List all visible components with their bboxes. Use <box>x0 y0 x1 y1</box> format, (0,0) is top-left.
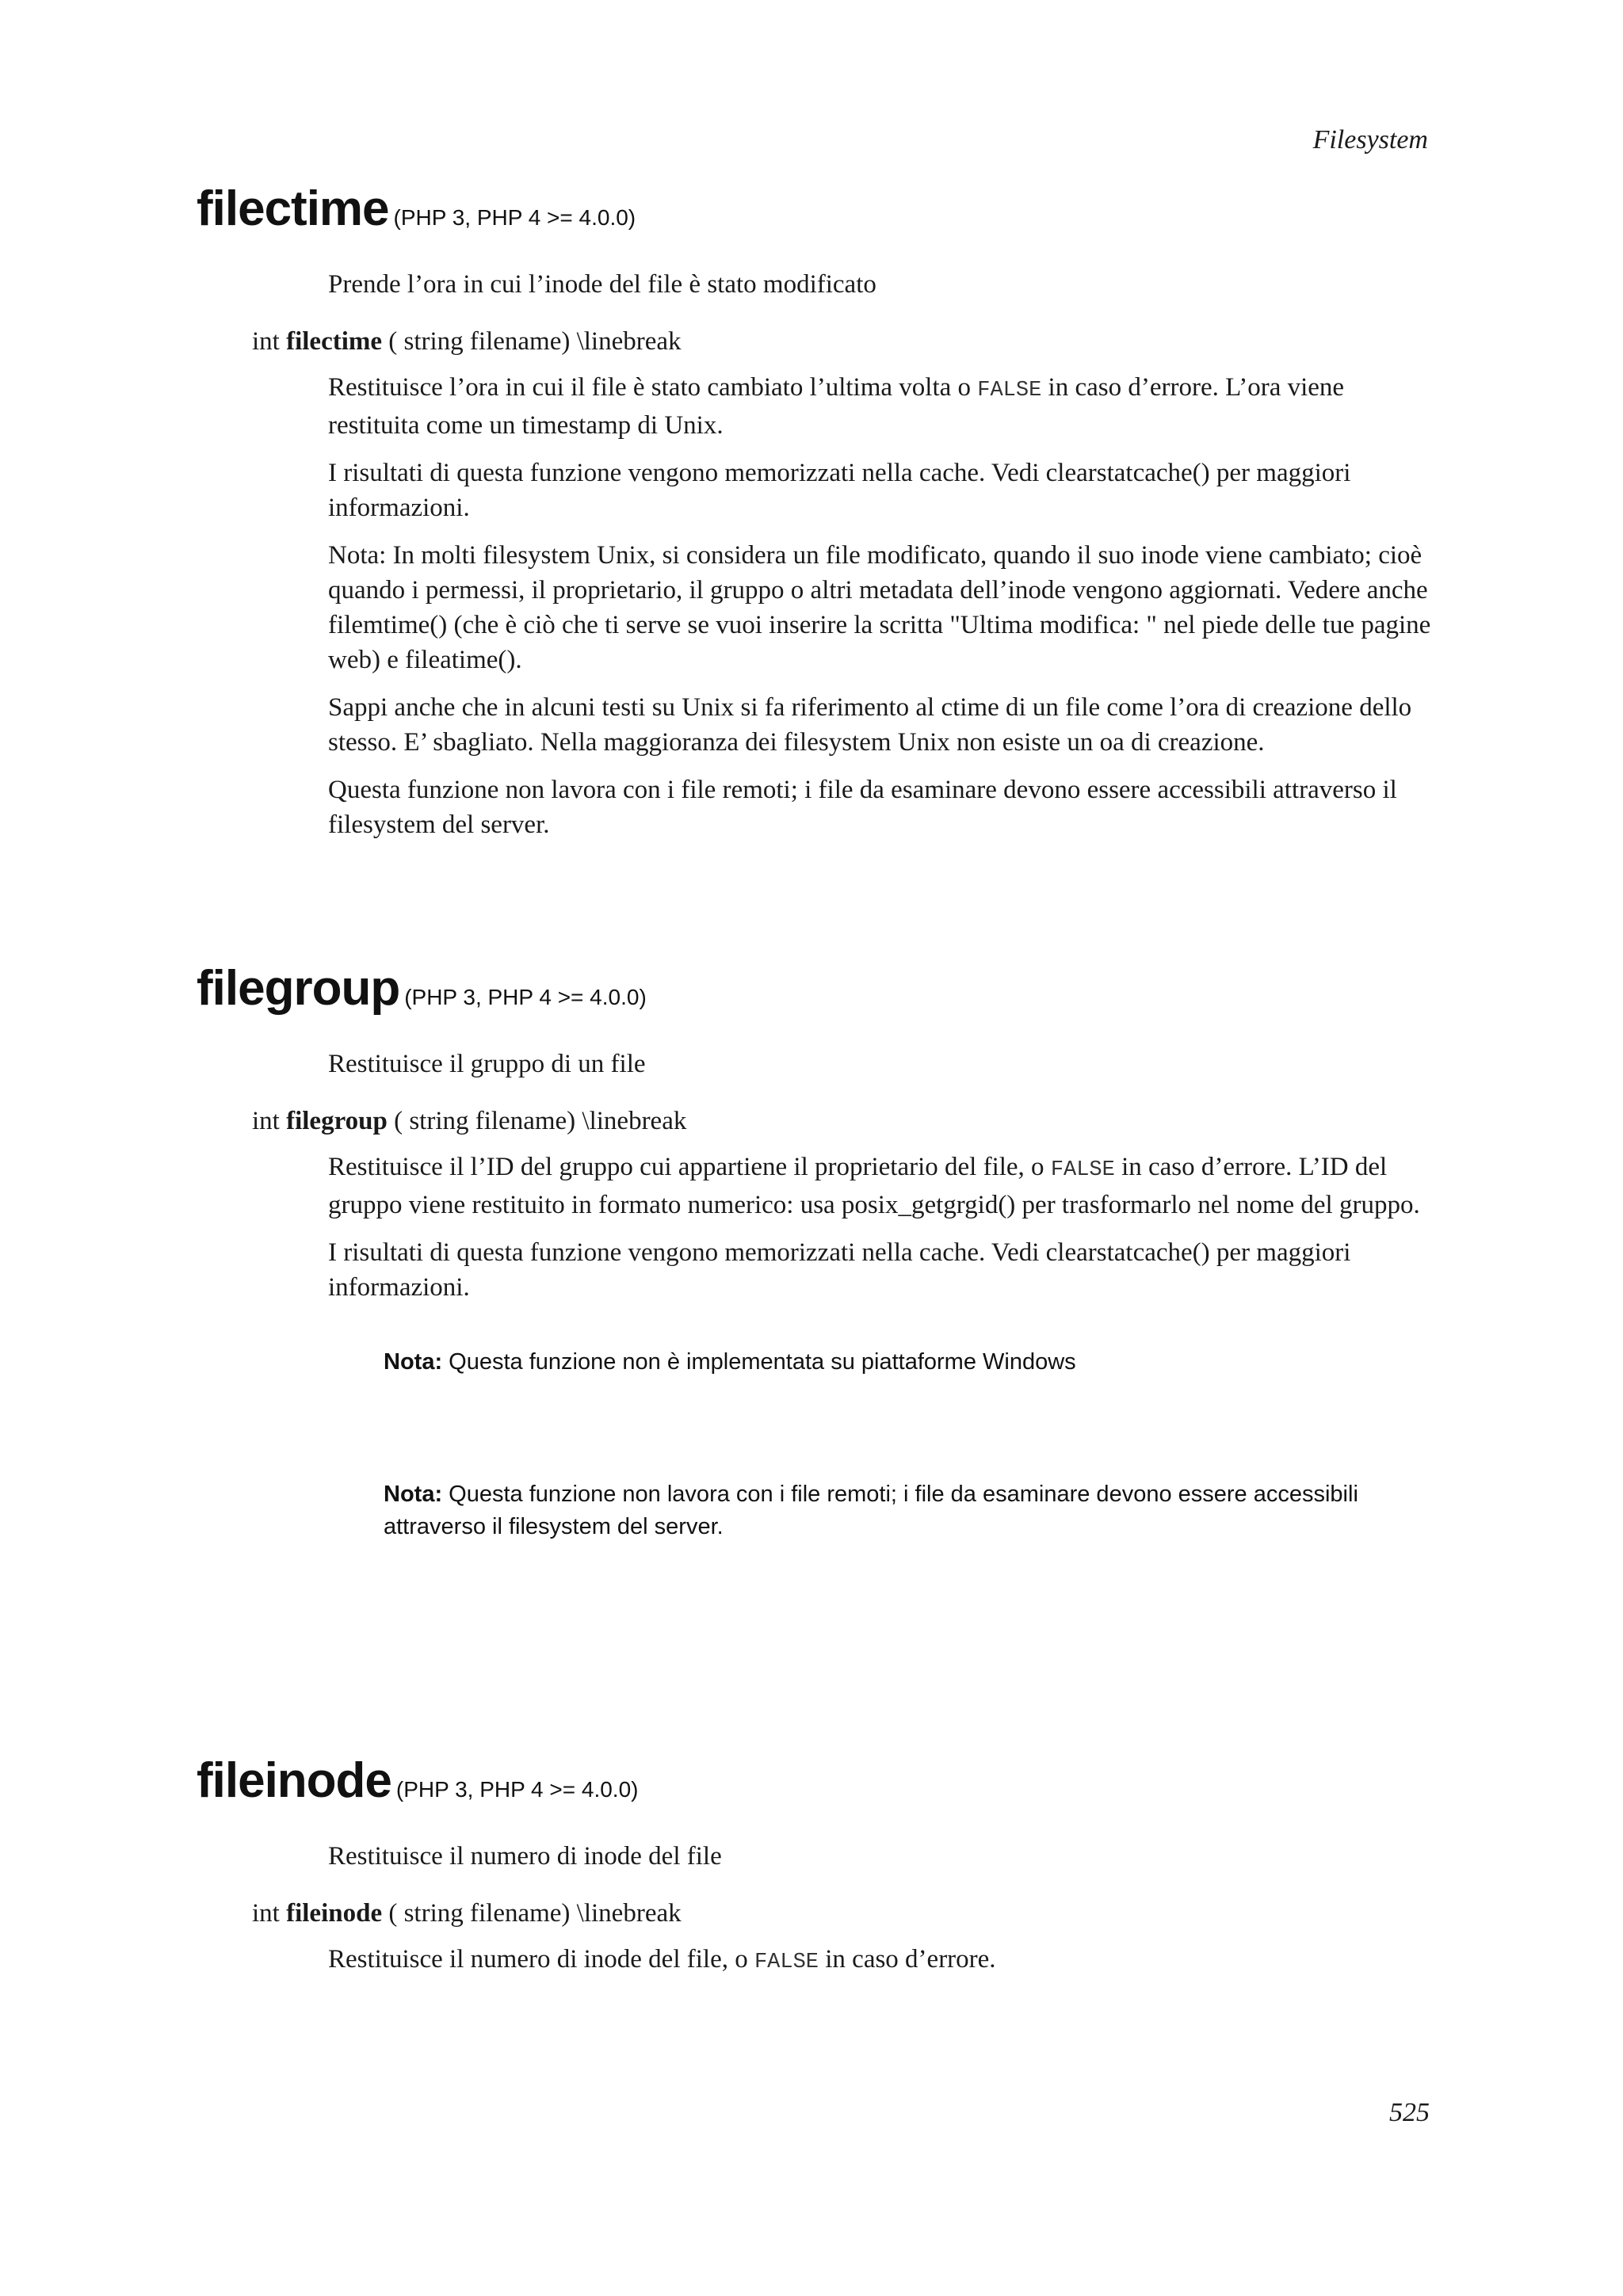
synopsis-return-type: int <box>252 1899 280 1928</box>
function-purpose: Prende l’ora in cui l’inode del file è stato modificato <box>328 270 876 299</box>
function-version: (PHP 3, PHP 4 >= 4.0.0) <box>393 205 636 230</box>
description-paragraph <box>328 1942 1433 1980</box>
function-synopsis <box>252 1896 1433 1931</box>
synopsis-params: ( string filename) \linebreak <box>388 1899 682 1928</box>
note-text: Questa funzione non è implementata su piattaforme Windows <box>442 1349 1076 1375</box>
note-label: Nota: <box>384 1482 443 1507</box>
synopsis-function-name: fileinode <box>286 1899 383 1928</box>
description-paragraph <box>328 1150 1433 1222</box>
description-paragraph: I risultati di questa funzione vengono memorizzati nella cache. Vedi clearstatcache() per maggiori informazioni. <box>328 459 1351 522</box>
function-version: (PHP 3, PHP 4 >= 4.0.0) <box>395 1777 639 1802</box>
false-constant: FALSE <box>1050 1158 1115 1182</box>
function-version: (PHP 3, PHP 4 >= 4.0.0) <box>404 985 647 1009</box>
paragraph-text: Restituisce l’ora in cui il file è stato cambiato l’ultima volta o <box>328 373 978 402</box>
paragraph-text: Restituisce il numero di inode del file, o <box>328 1945 754 1974</box>
function-heading <box>197 181 1433 237</box>
function-entry-filectime <box>197 181 1433 842</box>
paragraph-text: in caso d’errore. <box>819 1945 996 1974</box>
synopsis-params: ( string filename) \linebreak <box>388 327 682 356</box>
paragraph-text: in caso d’errore. L’ora viene restituita come un timestamp di Unix. <box>328 373 1345 440</box>
function-synopsis <box>252 1104 1433 1138</box>
synopsis-return-type: int <box>252 327 280 356</box>
function-heading <box>197 960 1433 1016</box>
page-number: 525 <box>1389 2098 1430 2127</box>
paragraph-text: in caso d’errore. L’ID del gruppo viene restituito in formato numerico: usa posix_getgrgid() per trasformarlo nel nome del gruppo. <box>328 1153 1420 1219</box>
synopsis-function-name: filectime <box>286 327 383 356</box>
description-paragraph <box>328 370 1433 443</box>
function-name: filectime <box>197 181 389 236</box>
paragraph-text: Restituisce il l’ID del gruppo cui appartiene il proprietario del file, o <box>328 1153 1051 1181</box>
function-entry-filegroup <box>197 960 1433 1543</box>
note-text: Questa funzione non lavora con i file remoti; i file da esaminare devono essere accessibili attraverso il filesystem del server. <box>384 1482 1358 1539</box>
synopsis-params: ( string filename) \linebreak <box>394 1107 687 1135</box>
false-constant: FALSE <box>754 1951 819 1974</box>
function-entry-fileinode <box>197 1753 1433 1980</box>
function-purpose: Restituisce il gruppo di un file <box>328 1050 646 1078</box>
note-label: Nota: <box>384 1349 443 1375</box>
function-synopsis <box>252 324 1433 359</box>
running-header: Filesystem <box>1312 125 1428 154</box>
function-heading <box>197 1753 1433 1809</box>
function-purpose: Restituisce il numero di inode del file <box>328 1842 722 1871</box>
false-constant: FALSE <box>977 379 1042 402</box>
function-name: filegroup <box>197 961 400 1016</box>
note-box <box>384 1478 1438 1543</box>
description-paragraph: Nota: In molti filesystem Unix, si considera un file modificato, quando il suo inode viene cambiato; cioè quando i permessi, il proprietario, il gruppo o altri metadata dell’inode vengono aggiornati. Vedere anche filemtime() (che è ciò che ti serve se vuoi inserire la scritta "Ultima modifica: " nel piede delle tue pagine web) e fileatime(). <box>328 541 1431 674</box>
synopsis-return-type: int <box>252 1107 280 1135</box>
description-paragraph: I risultati di questa funzione vengono memorizzati nella cache. Vedi clearstatcache() per maggiori informazioni. <box>328 1238 1351 1302</box>
description-paragraph: Questa funzione non lavora con i file remoti; i file da esaminare devono essere accessibili attraverso il filesystem del server. <box>328 776 1397 839</box>
function-name: fileinode <box>197 1753 391 1808</box>
note-box <box>384 1346 1438 1379</box>
description-paragraph: Sappi anche che in alcuni testi su Unix si fa riferimento al ctime di un file come l’ora di creazione dello stesso. E’ sbagliato. Nella maggioranza dei filesystem Unix non esiste un oa di creazione. <box>328 693 1412 757</box>
synopsis-function-name: filegroup <box>286 1107 388 1135</box>
